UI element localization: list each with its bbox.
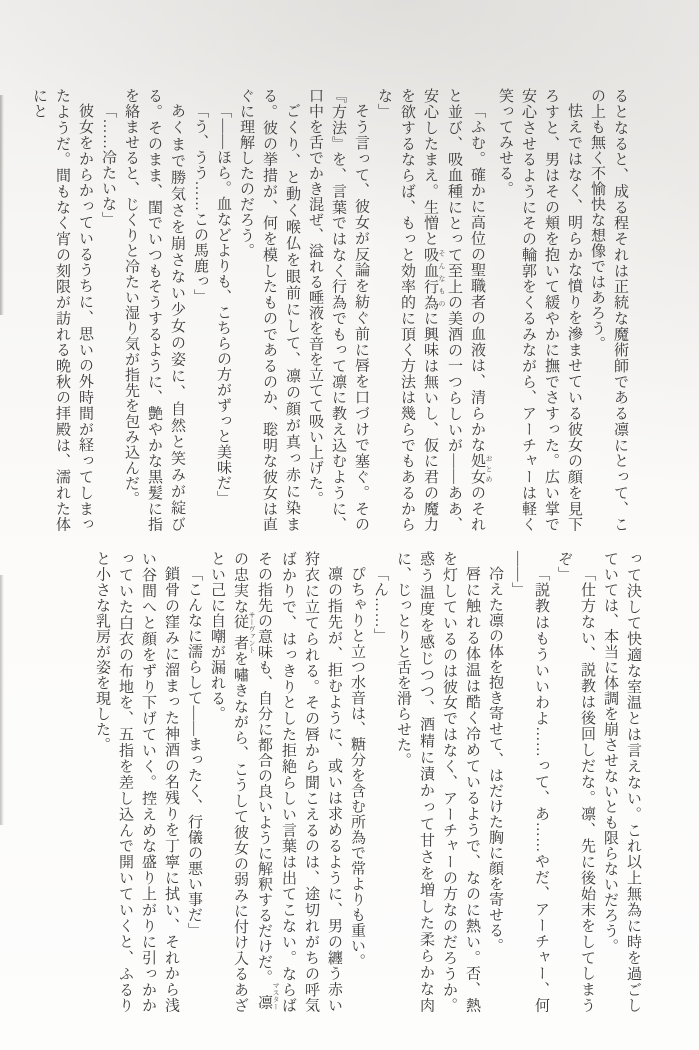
paragraph: あくまで勝気さを崩さない少女の姿に、自然と笑みが綻びる。そのまま、閨でいつもそうするように、艶やかな黒髪に指を絡ませると、じくりと冷たい湿り気が指先を包み込んだ。: [123, 88, 185, 532]
paragraph: ぴちゃりと立つ水音は、糖分を含む所為で常よりも重い。: [349, 566, 365, 969]
paragraph: そう言って、彼女が反論を紡ぐ前に唇を口づけで塞ぐ。その『方法』を、言葉ではなく行為でもって凛に教え込むように、口中を舌でかき混ぜ、溢れる唾液を音を立てて吸い上げた。: [307, 88, 369, 532]
paragraph: 鎖骨の窪みに溜まった神酒の名残りを丁寧に拭い、それから浅い谷間へと顔をずり下げていく。控えめな盛り上がりに引っかかっていた白衣の布地を、五指を差し込んで開いていくと、ふるりと小さな乳房が姿を現した。: [94, 551, 179, 1013]
paragraph: 「説教はもういいわよ……って、あ……やだ、アーチャー、何――」: [510, 551, 549, 1013]
paragraph: 怯えではなく、明らかな憤りを滲ませている彼女の顔を見下ろすと、男はその頬を抱いて緩やかに撫でさすった。広い掌で安心させるようにその輪郭をくるみながら、アーチャーは軽く笑ってみせる。: [497, 88, 582, 532]
paragraph: 「う、うう……この馬鹿っ」: [192, 103, 208, 305]
paragraph: 冷えた凛の体を抱き寄せて、はだけた胸に顔を寄せる。: [487, 566, 503, 954]
paragraph: 「……冷たいな」: [100, 103, 116, 227]
paragraph: 唇に触れる体温は酷く冷めているようで、なのに熱い。否、熱を灯しているのは彼女ではなく、アーチャーの方なのだろうか。惑う温度を感じつつ、酒精に漬かって甘さを増した柔らかな肉に、じっとりと舌を滑らせた。: [395, 551, 480, 1013]
text-block-top: [27, 88, 631, 532]
paragraph: 「――ほら。血などよりも、こちらの方がずっと美味だ」: [215, 103, 231, 506]
furigana-reading: そんなもの: [438, 246, 446, 310]
paragraph: 「ふむ。確かに高位の聖職者の血液は、清らかな処女 おとめのそれと並び、吸血種にとって至上の美酒の一つらしいが――ああ、安心したまえ。生憎と吸血行為 そんなものに興味は無いし、仮に君の魔力を欲するならば、もっと効率的に頂く方法は幾らでもあるからな」: [376, 88, 493, 533]
paragraph: 「仕方ない、説教は後回しだな。凛、先に後始末をしてしまうぞ」: [556, 551, 595, 1013]
ruby-annotated-word: 処女 おとめ: [469, 452, 493, 485]
ruby-annotated-word: 吸血行為 そんなもの: [422, 246, 446, 311]
furigana-reading: サーヴァント: [248, 611, 256, 654]
paragraph: って決して快適な室温とは言えない。これ以上無為に時を過ごしていては、本当に体調を崩させないとも限らないだろう。: [602, 551, 641, 1013]
paragraph: 凛の指先が、拒むように、或いは求めるように、男の纏う赤い狩衣に立てられる。その唇から聞こえるのは、途切れがちの呼気ばかりで、はっきりとした拒絶らしい言葉は出てこない。ならばその指先の意味も、自分に都合の良いように解釈するだけだ。凛 マスターの忠実な従者 サーヴァントを嘯きながら、こうして彼女の弱みに付け入るあざとい己に自嘲が漏れる。: [209, 551, 342, 1014]
furigana-reading: おとめ: [485, 452, 493, 485]
paragraph: ごくり、と動く喉仏を眼前にして、凛の顔が真っ赤に染まる。彼の挙措が、何を模したものであるのか、聡明な彼女は直ぐに理解したのだろう。: [238, 88, 300, 532]
paragraph: 彼女をからかっているうちに、思いの外時間が経ってしまったようだ。間もなく宵の刻限が訪れる晩秋の拝殿は、濡れた体にと: [31, 88, 93, 532]
furigana-reading: マスター: [272, 982, 280, 1010]
ruby-annotated-word: 凛 マスター: [256, 982, 280, 1010]
text-block-bottom: [90, 551, 644, 1013]
paragraph: 「こんなに濡らして――まったく、行儀の悪い事だ」: [186, 566, 202, 938]
ruby-annotated-word: 従者 サーヴァント: [232, 611, 256, 654]
paragraph: 「ん……」: [372, 566, 388, 644]
paragraph: るとなると、成る程それは正統な魔術師である凛にとって、この上も無く不愉快な想像ではあろう。: [589, 88, 628, 532]
